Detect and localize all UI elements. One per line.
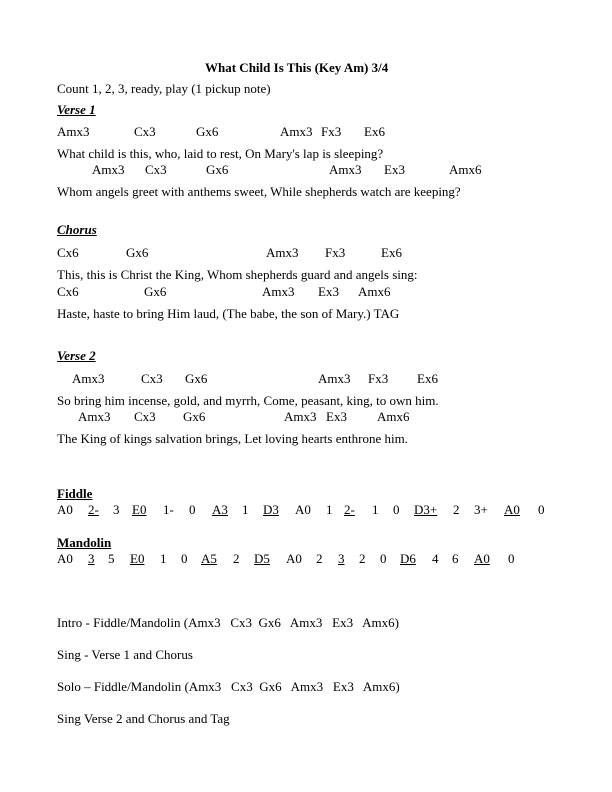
- chord: Cx3: [145, 162, 167, 177]
- fiddle-heading: Fiddle: [57, 486, 93, 501]
- verse2-lyric-line-2: The King of kings salvation brings, Let loving hearts enthrone him.: [57, 431, 408, 446]
- chord: Amx6: [449, 162, 482, 177]
- verse2-chord-line-1: [0, 371, 612, 386]
- chord: Ex3: [384, 162, 405, 177]
- tab-note: 3: [113, 502, 120, 517]
- mandolin-tab-line: [0, 551, 612, 566]
- verse2-chord-line-2: [0, 409, 612, 424]
- chord: Amx3: [92, 162, 125, 177]
- chord: Ex6: [381, 245, 402, 260]
- chord: Amx6: [377, 409, 410, 424]
- arrangement-sing-verse1: Sing - Verse 1 and Chorus: [57, 647, 193, 662]
- tab-note: 3: [88, 551, 95, 566]
- chord: Amx3: [262, 284, 295, 299]
- tab-note: A0: [286, 551, 302, 566]
- tab-note: 1-: [163, 502, 174, 517]
- tab-note: 1: [326, 502, 333, 517]
- chord: Amx6: [358, 284, 391, 299]
- tab-note: 0: [508, 551, 515, 566]
- chord: Ex6: [364, 124, 385, 139]
- tab-note: A0: [57, 551, 73, 566]
- tab-note: 0: [380, 551, 387, 566]
- verse2-heading: Verse 2: [57, 348, 96, 363]
- verse2-lyric-line-1: So bring him incense, gold, and myrrh, Come, peasant, king, to own him.: [57, 393, 439, 408]
- chord: Amx3: [284, 409, 317, 424]
- chord: Ex6: [417, 371, 438, 386]
- tab-note: D3+: [414, 502, 438, 517]
- chord: Amx3: [72, 371, 105, 386]
- tab-note: D3: [263, 502, 279, 517]
- chord: Fx3: [368, 371, 389, 386]
- arrangement-sing-verse2: Sing Verse 2 and Chorus and Tag: [57, 711, 230, 726]
- tab-note: 2: [453, 502, 460, 517]
- tab-note: 4: [432, 551, 439, 566]
- tab-note: A0: [295, 502, 311, 517]
- chord: Fx3: [321, 124, 342, 139]
- mandolin-heading: Mandolin: [57, 535, 112, 550]
- tab-note: 1: [160, 551, 167, 566]
- tab-note: 2-: [344, 502, 355, 517]
- tab-note: 3: [338, 551, 345, 566]
- chorus-lyric-line-1: This, this is Christ the King, Whom shepherds guard and angels sing:: [57, 267, 418, 282]
- chord: Cx6: [57, 284, 79, 299]
- chord: Gx6: [144, 284, 167, 299]
- tab-note: D5: [254, 551, 270, 566]
- tab-note: 3+: [474, 502, 488, 517]
- chord: Amx3: [266, 245, 299, 260]
- fiddle-tab-line: [0, 502, 612, 517]
- tab-note: 0: [181, 551, 188, 566]
- verse1-heading: Verse 1: [57, 102, 96, 117]
- tab-note: A5: [201, 551, 217, 566]
- chorus-chord-line-1: [0, 245, 612, 260]
- count-in-instruction: Count 1, 2, 3, ready, play (1 pickup note): [57, 81, 271, 96]
- tab-note: 1: [372, 502, 379, 517]
- tab-note: 2: [316, 551, 323, 566]
- chord: Gx6: [183, 409, 206, 424]
- tab-note: E0: [130, 551, 145, 566]
- chord: Gx6: [196, 124, 219, 139]
- chord: Cx3: [134, 124, 156, 139]
- chord: Cx3: [141, 371, 163, 386]
- chord: Fx3: [325, 245, 346, 260]
- chord: Gx6: [206, 162, 229, 177]
- verse1-lyric-line-1: What child is this, who, laid to rest, On Mary's lap is sleeping?: [57, 146, 384, 161]
- tab-note: 5: [108, 551, 115, 566]
- verse1-lyric-line-2: Whom angels greet with anthems sweet, While shepherds watch are keeping?: [57, 184, 461, 199]
- chord: Cx3: [134, 409, 156, 424]
- chord: Amx3: [57, 124, 90, 139]
- chord: Cx6: [57, 245, 79, 260]
- chord: Gx6: [126, 245, 149, 260]
- chord: Ex3: [318, 284, 339, 299]
- chorus-chord-line-2: [0, 284, 612, 299]
- tab-note: D6: [400, 551, 416, 566]
- verse1-chord-line-2: [0, 162, 612, 177]
- tab-note: A0: [504, 502, 520, 517]
- tab-note: 0: [538, 502, 545, 517]
- tab-note: A0: [474, 551, 490, 566]
- chord: Amx3: [78, 409, 111, 424]
- chord: Amx3: [280, 124, 313, 139]
- tab-note: 6: [452, 551, 459, 566]
- tab-note: 0: [393, 502, 400, 517]
- arrangement-intro: Intro - Fiddle/Mandolin (Amx3 Cx3 Gx6 Amx3 Ex3 Amx6): [57, 615, 399, 630]
- chord: Amx3: [318, 371, 351, 386]
- tab-note: 2-: [88, 502, 99, 517]
- tab-note: E0: [132, 502, 147, 517]
- chorus-heading: Chorus: [57, 222, 97, 237]
- page-title: What Child Is This (Key Am) 3/4: [205, 60, 389, 75]
- chord: Gx6: [185, 371, 208, 386]
- chord: Amx3: [329, 162, 362, 177]
- chorus-lyric-line-2: Haste, haste to bring Him laud, (The babe, the son of Mary.) TAG: [57, 306, 400, 321]
- tab-note: 2: [233, 551, 240, 566]
- tab-note: 1: [242, 502, 249, 517]
- tab-note: A3: [212, 502, 228, 517]
- tab-note: 0: [189, 502, 196, 517]
- tab-note: A0: [57, 502, 73, 517]
- arrangement-solo: Solo – Fiddle/Mandolin (Amx3 Cx3 Gx6 Amx3 Ex3 Amx6): [57, 679, 400, 694]
- verse1-chord-line-1: [0, 124, 612, 139]
- chord: Ex3: [326, 409, 347, 424]
- tab-note: 2: [359, 551, 366, 566]
